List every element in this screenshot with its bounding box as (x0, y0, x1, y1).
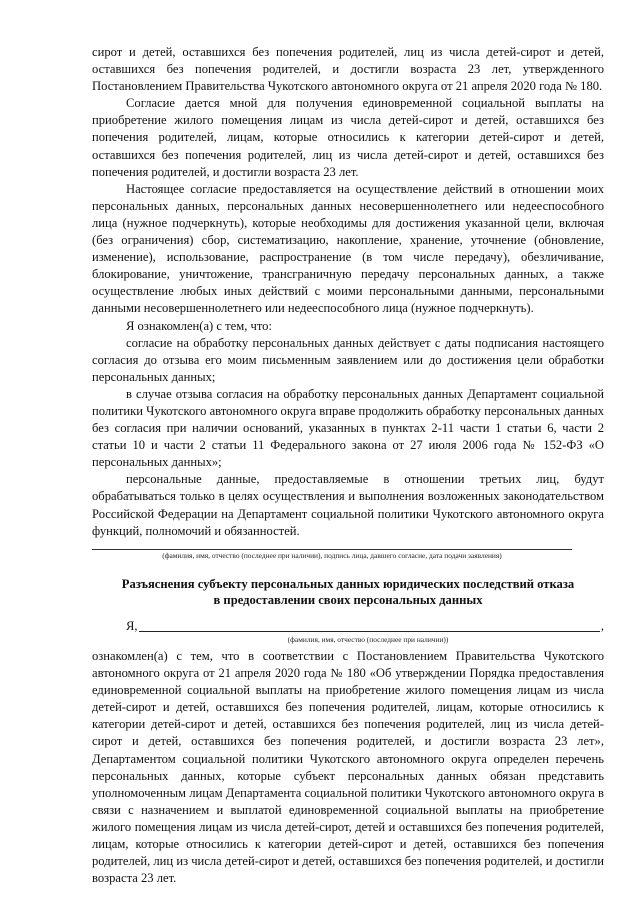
document-page (92, 44, 604, 887)
ya-comma: , (600, 618, 604, 633)
full-name-blank[interactable] (139, 618, 600, 632)
paragraph: Согласие дается мной для получения единовременной социальной выплаты на приобретение жилого помещения лицам из числа детей-сирот и детей, оставшихся без попечения родителей, лицам, которые относились к категории детей-сирот и детей, оставшихся без попечения родителей, лиц из числа детей-сирот и детей, оставшихся без попечения родителей, и достигли возраста 23 лет. (92, 96, 604, 179)
consent-section (92, 44, 604, 540)
paragraph: сирот и детей, оставшихся без попечения родителей, лиц из числа детей-сирот и детей, оставшихся без попечения родителей, и достигли возраста 23 лет, утвержденного Постановлением Правительства Чукотского автономного округа от 21 апреля 2020 года № 180. (92, 45, 604, 94)
final-paragraph: ознакомлен(а) с тем, что в соответствии с Постановлением Правительства Чукотского автономного округа от 21 апреля 2020 года № 180 «Об утверждении Порядка предоставления единовременной социальной выплаты на приобретение жилого помещения лицам из числа детей-сирот и детей, оставшихся без попечения родителей, лицам, которые относились к категории детей-сирот и детей, оставшихся без попечения родителей, лиц из числа детей-сирот и детей, оставшихся без попечения родителей, и достигли возраста 23 лет», Департаментом социальной политики Чукотского автономного округа определен перечень персональных данных, которые субъект персональных данных обязан представить уполномоченным лицам Департамента социальной политики Чукотского автономного округа в связи с назначением и выплатой единовременной социальной выплаты на приобретение жилого помещения лицам из числа детей-сирот, детей и оставшихся без попечения родителей, лицам, которые относились к категории детей-сирот и детей, оставшихся без попечения родителей, лиц из числа детей-сирот и детей, оставшихся без попечения родителей, и достигли возраста 23 лет. (92, 649, 604, 886)
ya-label: Я, (126, 618, 138, 633)
signature-line[interactable] (92, 549, 572, 550)
name-field-row (92, 618, 604, 635)
section-heading: Разъяснения субъекту персональных данных юридических последствий отказа в предоставлении своих персональных данных (121, 576, 575, 608)
paragraph: согласие на обработку персональных данных действует с даты подписания настоящего согласия до отзыва его моим письменным заявлением или до достижения цели обработки персональных данных; (92, 335, 604, 384)
paragraph: персональные данные, предоставляемые в отношении третьих лиц, будут обрабатываться только в целях осуществления и выполнения возложенных законодательством Российской Федерации на Департамент социальной политики Чукотского автономного округа функций, полномочий и обязанностей. (92, 472, 604, 538)
full-name-caption: (фамилия, имя, отчество (последнее при наличии)) (287, 635, 449, 644)
signature-caption: (фамилия, имя, отчество (последнее при наличии), подпись лица, давшего согласие, дата подачи заявления) (162, 550, 502, 560)
paragraph: в случае отзыва согласия на обработку персональных данных Департамент социальной политики Чукотского автономного округа вправе продолжить обработку персональных данных без согласия при наличии оснований, указанных в пунктах 2-11 части 1 статьи 6, части 2 статьи 10 и части 2 статьи 11 Федерального закона от 27 июля 2006 года № 152-ФЗ «О персональных данных»; (92, 386, 604, 470)
paragraph: Настоящее согласие предоставляется на осуществление действий в отношении моих персональных данных, персональных данных несовершеннолетнего или недееспособного лица (нужное подчеркнуть), которые необходимы для достижения указанной цели, включая (без ограничения) сбор, систематизацию, накопление, хранение, уточнение (обновление, изменение), использование, распространение (в том числе передачу), обезличивание, блокирование, уничтожение, трансграничную передачу персональных данных, а также осуществление любых иных действий с моими персональными данными, персональными данными несовершеннолетнего или недееспособного лица (нужное подчеркнуть). (92, 181, 604, 316)
paragraph: Я ознакомлен(а) с тем, что: (126, 318, 272, 333)
